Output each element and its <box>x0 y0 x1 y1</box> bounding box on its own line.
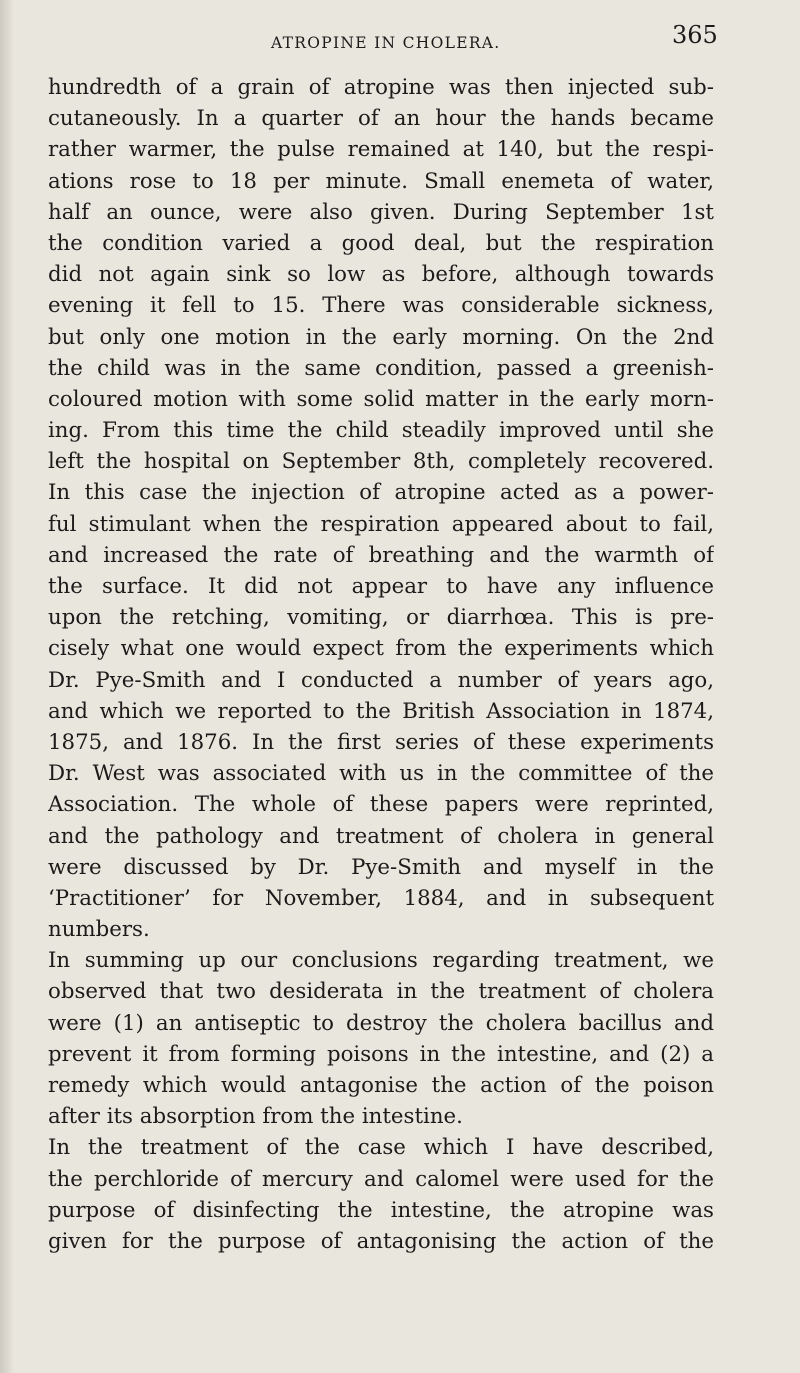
text-line: were discussed by Dr. Pye-Smith and myself in the <box>48 854 714 880</box>
text-line-paragraph-end: numbers. <box>48 917 150 943</box>
text-line: coloured motion with some solid matter in the early morn- <box>48 386 714 412</box>
text-line: the condition varied a good deal, but the respiration <box>48 230 714 256</box>
text-line: remedy which would antagonise the action of the poison <box>48 1073 714 1098</box>
text-line: cutaneously. In a quarter of an hour the hands became <box>48 106 714 132</box>
text-line: ations rose to 18 per minute. Small enemeta of water, <box>48 168 714 194</box>
text-line: hundredth of a grain of atropine was then injected sub- <box>48 75 714 100</box>
text-line: purpose of disinfecting the intestine, the atropine was <box>48 1197 714 1223</box>
text-line: prevent it from forming poisons in the intestine, and (2) a <box>48 1041 714 1067</box>
text-line: the perchloride of mercury and calomel were used for the <box>48 1166 714 1192</box>
text-line: Association. The whole of these papers were reprinted, <box>48 792 714 818</box>
text-line: the child was in the same condition, passed a greenish- <box>48 355 714 381</box>
text-line: given for the purpose of antagonising the action of the <box>48 1228 714 1254</box>
text-line: ‘Practitioner’ for November, 1884, and in subsequent <box>48 885 714 911</box>
text-line: 1875, and 1876. In the first series of these experiments <box>48 729 714 755</box>
body-text <box>48 72 714 1257</box>
text-line: In this case the injection of atropine acted as a power- <box>48 480 714 506</box>
text-line: ing. From this time the child steadily improved until she <box>48 418 714 444</box>
text-line: were (1) an antiseptic to destroy the cholera bacillus and <box>48 1010 714 1036</box>
text-line: Dr. West was associated with us in the committee of the <box>48 761 714 787</box>
text-line: Dr. Pye-Smith and I conducted a number of years ago, <box>48 667 714 693</box>
text-line: In summing up our conclusions regarding treatment, we <box>48 948 714 974</box>
page-gutter-shadow <box>0 0 14 1373</box>
text-line: and the pathology and treatment of cholera in general <box>48 823 714 849</box>
text-line: observed that two desiderata in the treatment of cholera <box>48 979 714 1005</box>
text-line: evening it fell to 15. There was considerable sickness, <box>48 293 714 319</box>
running-title: ATROPINE IN CHOLERA. <box>271 34 501 52</box>
text-line: ful stimulant when the respiration appeared about to fail, <box>48 511 714 537</box>
page-header <box>0 20 800 56</box>
text-line: and increased the rate of breathing and the warmth of <box>48 542 714 568</box>
text-line: and which we reported to the British Association in 1874, <box>48 698 714 724</box>
text-line: the surface. It did not appear to have any influence <box>48 574 714 599</box>
text-line: upon the retching, vomiting, or diarrhœa. This is pre- <box>48 605 714 631</box>
text-line: left the hospital on September 8th, completely recovered. <box>48 449 714 475</box>
page-number: 365 <box>672 21 718 49</box>
text-line: In the treatment of the case which I have described, <box>48 1135 714 1161</box>
text-line: half an ounce, were also given. During September 1st <box>48 199 714 225</box>
text-line: did not again sink so low as before, although towards <box>48 262 714 288</box>
text-line: rather warmer, the pulse remained at 140, but the respi- <box>48 137 714 163</box>
text-line: cisely what one would expect from the experiments which <box>48 636 714 662</box>
text-line-paragraph-end: after its absorption from the intestine. <box>48 1104 463 1130</box>
text-line: but only one motion in the early morning. On the 2nd <box>48 324 714 350</box>
